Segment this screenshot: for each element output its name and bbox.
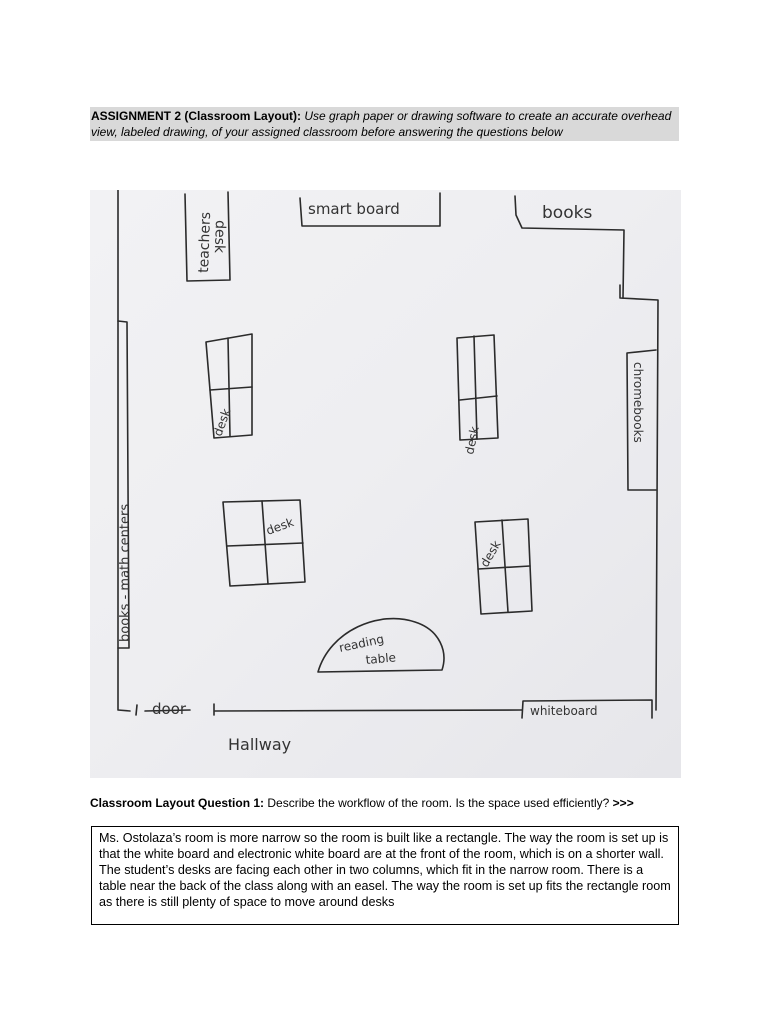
teachers-desk-label-2: desk [210, 219, 228, 254]
classroom-drawing-photo [90, 190, 681, 778]
whiteboard-label: whiteboard [530, 704, 598, 718]
desk-2-label: desk [462, 425, 482, 456]
desk-3-label: desk [264, 515, 296, 538]
books-top-label: books [542, 203, 593, 223]
chromebooks-label: chromebooks [631, 362, 645, 443]
door-tick-left [136, 705, 137, 715]
desk-1-label: desk [210, 406, 234, 439]
reading-table-label-1: reading [337, 631, 386, 655]
question-1 [90, 796, 690, 810]
desk-group-3 [223, 500, 305, 586]
assignment-header [90, 107, 679, 141]
assignment-title: ASSIGNMENT 2 (Classroom Layout): [91, 109, 302, 123]
question-1-label: Classroom Layout Question 1: [90, 796, 265, 810]
smart-board-label: smart board [308, 200, 400, 218]
answer-1-box[interactable] [91, 826, 679, 925]
desk-4-label: desk [477, 538, 504, 570]
question-1-text: Describe the workflow of the room. Is the space used efficiently? [267, 796, 610, 810]
reading-table-label-2: table [365, 650, 397, 667]
books-math-label: books - math centers [118, 503, 133, 642]
answer-1-text: Ms. Ostolaza’s room is more narrow so the room is built like a rectangle. The way the room is set up is that the white board and electronic white board are at the front of the room, which is on a shorter wall. The student’s desks are facing each other in two columns, which fit in the narrow room. There is a table near the back of the class along with an easel. The way the room is set up fits the rectangle room as there is still plenty of space to move around desks [99, 831, 671, 909]
classroom-drawing [90, 190, 681, 778]
desk-group-2 [457, 335, 498, 440]
question-1-arrows: >>> [612, 796, 634, 810]
teachers-desk-label-1: teachers [196, 211, 215, 274]
assignment-instructions: Use graph paper or drawing software to create an accurate overhead view, labeled drawing, of your assigned classroom before answering the questions below [91, 109, 672, 139]
hallway-label: Hallway [228, 735, 292, 754]
door-label: door [152, 700, 187, 718]
